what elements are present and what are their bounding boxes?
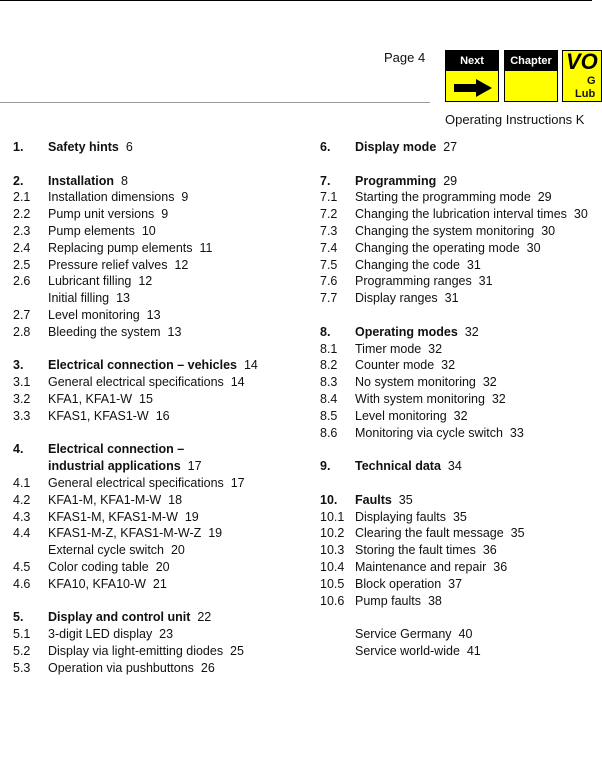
toc-entry-title: KFAS1, KFAS1-W — [48, 408, 149, 423]
toc-entry-text — [48, 408, 170, 425]
toc-entry-page: 35 — [452, 509, 467, 524]
toc-entry-page: 40 — [458, 627, 473, 642]
toc-entry-text — [355, 525, 525, 542]
logo-text-top: VO — [566, 49, 598, 74]
toc-entry-text — [48, 660, 215, 677]
toc-entry-title: Electrical connection – vehicles — [48, 358, 237, 373]
toc-entry-number: 2.8 — [13, 324, 31, 339]
toc-entry-page: 15 — [139, 391, 153, 406]
toc-entry-page: 8 — [120, 173, 128, 188]
toc-entry-number: 8.5 — [320, 408, 338, 423]
toc-entry-number: 3.2 — [13, 391, 31, 406]
toc-entry-page: 17 — [230, 475, 245, 490]
toc-entry-title: Clearing the fault message — [355, 526, 504, 541]
toc-entry-number: 8. — [320, 324, 331, 339]
toc-entry-page: 18 — [168, 492, 183, 507]
toc-entry-title: Display via light-emitting diodes — [48, 643, 224, 658]
toc-entry-text — [48, 441, 191, 458]
toc-entry-page: 12 — [138, 274, 153, 289]
toc-entry-number: 9. — [320, 459, 331, 474]
toc-entry-number: 2.4 — [13, 240, 31, 255]
toc-entry-title: KFAS1-M-Z, KFAS1-M-W-Z — [48, 526, 202, 541]
toc-entry-page: 14 — [243, 358, 258, 373]
toc-entry-number: 8.6 — [320, 425, 338, 440]
toc-entry-number: 8.4 — [320, 391, 338, 406]
toc-entry-title: Counter mode — [355, 358, 435, 373]
toc-entry-page: 32 — [491, 391, 506, 406]
toc-entry-page: 6 — [125, 140, 133, 154]
toc-entry-number: 8.2 — [320, 358, 338, 373]
document-subtitle: Operating Instructions K — [445, 112, 585, 127]
toc-entry-text — [355, 374, 497, 391]
toc-entry-text — [355, 509, 467, 526]
toc-entry-page: 27 — [443, 140, 458, 154]
toc-entry-text — [48, 273, 152, 290]
toc-entry-page: 11 — [199, 240, 213, 255]
toc-entry-number: 7.7 — [320, 291, 338, 306]
toc-entry-title: KFA1, KFA1-W — [48, 391, 133, 406]
next-button[interactable] — [445, 50, 499, 102]
toc-entry-page: 36 — [493, 559, 508, 574]
toc-entry-number: 4. — [13, 442, 24, 457]
toc-entry-text — [355, 206, 588, 223]
toc-entry-title: KFA1-M, KFA1-M-W — [48, 492, 162, 507]
toc-entry-title: Display ranges — [355, 291, 438, 306]
toc-entry-page: 22 — [197, 610, 212, 625]
toc-entry-number: 1. — [13, 140, 24, 154]
toc-entry-number: 10.1 — [320, 509, 345, 524]
toc-entry-text — [355, 425, 524, 442]
logo-text-line2: Lub — [575, 88, 596, 100]
toc-entry-title: Operation via pushbuttons — [48, 660, 194, 675]
top-border — [0, 0, 592, 1]
toc-entry-text — [48, 542, 185, 559]
toc-entry-number: 10.3 — [320, 543, 345, 558]
toc-entry-page: 13 — [146, 307, 161, 322]
toc-entry-number: 2.7 — [13, 307, 31, 322]
toc-entry-title: Service Germany — [355, 627, 452, 642]
toc-entry-text — [48, 240, 212, 257]
toc-entry-number: 7. — [320, 173, 331, 188]
toc-entry-page: 34 — [447, 459, 462, 474]
toc-entry-page: 9 — [161, 207, 169, 222]
toc-entry-page: 29 — [537, 190, 552, 205]
toc-entry-title: Display and control unit — [48, 610, 191, 625]
toc-entry-page: 26 — [200, 660, 215, 675]
toc-entry-title: Color coding table — [48, 559, 149, 574]
toc-entry-title: Level monitoring — [355, 408, 447, 423]
toc-entry-page: 41 — [466, 643, 481, 658]
toc-entry-text — [355, 341, 442, 358]
toc-entry-page: 32 — [428, 341, 443, 356]
toc-entry-page: 20 — [155, 559, 170, 574]
toc-entry-text — [48, 626, 173, 643]
toc-entry-text — [355, 408, 468, 425]
toc-entry-title: Service world-wide — [355, 643, 460, 658]
toc-entry-title: Replacing pump elements — [48, 240, 193, 255]
toc-entry-number: 10.5 — [320, 576, 345, 591]
toc-entry-text — [355, 189, 552, 206]
toc-entry-page: 31 — [444, 291, 459, 306]
toc-entry-number: 10.4 — [320, 559, 345, 574]
toc-entry-title: Pump faults — [355, 593, 422, 608]
next-button-label: Next — [446, 51, 498, 71]
toc-entry-title: Operating modes — [355, 324, 458, 339]
toc-entry-number: 5. — [13, 610, 24, 625]
header-rule — [0, 102, 430, 103]
toc-entry-page: 30 — [526, 240, 541, 255]
toc-entry-number: 4.5 — [13, 559, 31, 574]
toc-entry-page: 13 — [167, 324, 182, 339]
toc-entry-title: Installation — [48, 173, 114, 188]
toc-entry-text — [355, 542, 497, 559]
toc-entry-title: Storing the fault times — [355, 543, 476, 558]
toc-entry-text — [48, 189, 188, 206]
toc-entry-text — [355, 559, 507, 576]
toc-entry-title: Starting the programming mode — [355, 190, 531, 205]
toc-entry-title: With system monitoring — [355, 391, 485, 406]
toc-entry-number: 2.1 — [13, 190, 31, 205]
toc-entry-text — [355, 357, 455, 374]
toc-entry-number: 4.6 — [13, 576, 31, 591]
toc-entry-title: KFAS1-M, KFAS1-M-W — [48, 509, 178, 524]
toc-entry-number: 7.6 — [320, 274, 338, 289]
toc-entry-page: 13 — [116, 291, 130, 306]
toc-entry-page: 38 — [427, 593, 442, 608]
toc-entry-text — [48, 559, 170, 576]
toc-entry-text — [355, 139, 457, 156]
toc-entry-text — [48, 391, 153, 408]
toc-entry-number: 7.4 — [320, 240, 338, 255]
toc-entry-number: 2.2 — [13, 207, 31, 222]
toc-entry-title: Installation dimensions — [48, 190, 175, 205]
toc-entry-page: 17 — [187, 459, 202, 474]
chapter-button-label: Chapter — [505, 51, 557, 71]
toc-entry-page: 30 — [541, 223, 556, 238]
toc-entry-page: 16 — [155, 408, 170, 423]
chapter-button[interactable] — [504, 50, 558, 102]
toc-entry-title: Monitoring via cycle switch — [355, 425, 503, 440]
toc-entry-text — [355, 593, 442, 610]
toc-entry-number: 2.6 — [13, 274, 31, 289]
toc-entry-page: 10 — [141, 223, 156, 238]
toc-entry-title: Electrical connection – — [48, 442, 185, 457]
toc-entry-text — [48, 324, 181, 341]
arrow-right-icon — [454, 79, 492, 97]
toc-entry-title: industrial applications — [48, 459, 181, 474]
toc-entry-page: 32 — [441, 358, 456, 373]
toc-entry-text — [355, 173, 457, 190]
toc-entry-page: 21 — [152, 576, 167, 591]
toc-entry-title: Timer mode — [355, 341, 422, 356]
toc-entry-number: 7.1 — [320, 190, 338, 205]
toc-entry-text — [48, 374, 245, 391]
toc-entry-title: General electrical specifications — [48, 475, 224, 490]
toc-entry-title: Changing the operating mode — [355, 240, 520, 255]
toc-entry-text — [355, 257, 481, 274]
toc-entry-text — [48, 509, 199, 526]
toc-entry-title: Display mode — [355, 140, 437, 154]
toc-entry-number: 5.3 — [13, 660, 31, 675]
toc-entry-text — [48, 643, 244, 660]
toc-entry-number: 7.2 — [320, 207, 338, 222]
toc-entry-title: Initial filling — [48, 291, 110, 306]
toc-entry-number: 6. — [320, 140, 331, 154]
toc-entry-page: 23 — [159, 627, 174, 642]
toc-entry-page: 12 — [174, 257, 189, 272]
toc-entry-number: 4.1 — [13, 475, 31, 490]
toc-entry-number: 5.1 — [13, 627, 31, 642]
toc-entry-page: 29 — [443, 173, 458, 188]
toc-entry-title: Technical data — [355, 459, 441, 474]
toc-entry-title: General electrical specifications — [48, 375, 224, 390]
toc-entry-text — [48, 173, 128, 190]
toc-entry-title: Pump elements — [48, 223, 135, 238]
toc-entry-title: Block operation — [355, 576, 442, 591]
toc-entry-page: 20 — [170, 543, 185, 558]
toc-entry-page: 31 — [478, 274, 493, 289]
toc-entry-title: Bleeding the system — [48, 324, 161, 339]
toc-entry-title: Pump unit versions — [48, 207, 155, 222]
toc-entry-number: 8.1 — [320, 341, 338, 356]
toc-entry-title: Faults — [355, 492, 392, 507]
toc-entry-title: Lubricant filling — [48, 274, 132, 289]
toc-entry-number: 3.3 — [13, 408, 31, 423]
toc-entry-page: 32 — [464, 324, 479, 339]
toc-entry-text — [48, 492, 182, 509]
toc-entry-number: 4.2 — [13, 492, 31, 507]
toc-entry-title: 3-digit LED display — [48, 627, 153, 642]
toc-entry-page: 37 — [448, 576, 463, 591]
toc-entry-title: Changing the code — [355, 257, 460, 272]
toc-entry-text — [48, 223, 156, 240]
toc-entry-text — [48, 525, 222, 542]
toc-entry-number: 4.3 — [13, 509, 31, 524]
toc-entry-title: External cycle switch — [48, 543, 165, 558]
toc-entry-text — [355, 626, 472, 643]
toc-entry-title: Programming — [355, 173, 437, 188]
toc-entry-number: 7.3 — [320, 223, 338, 238]
toc-entry-number: 3. — [13, 358, 24, 373]
toc-entry-text — [355, 492, 413, 509]
logo-text-line1: G — [587, 75, 596, 87]
toc-entry-number: 4.4 — [13, 526, 31, 541]
toc-entry-title: Pressure relief valves — [48, 257, 168, 272]
toc-entry-page: 32 — [482, 375, 497, 390]
toc-entry-text — [355, 324, 479, 341]
toc-entry-page: 35 — [398, 492, 413, 507]
toc-entry-number: 2. — [13, 173, 24, 188]
toc-entry-text — [48, 475, 245, 492]
toc-entry-text — [355, 223, 555, 240]
toc-entry-number: 7.5 — [320, 257, 338, 272]
toc-entry-number: 10.6 — [320, 593, 345, 608]
toc-entry-title: Programming ranges — [355, 274, 472, 289]
page-number: Page 4 — [384, 50, 426, 65]
toc-entry-title: Changing the system monitoring — [355, 223, 535, 238]
toc-entry-text — [355, 240, 541, 257]
toc-entry-text — [48, 357, 258, 374]
toc-entry-page: 19 — [208, 526, 223, 541]
toc-entry-title: No system monitoring — [355, 375, 476, 390]
toc-entry-page: 14 — [230, 375, 245, 390]
toc-entry-number: 10. — [320, 492, 338, 507]
logo-button[interactable] — [562, 50, 602, 102]
toc-entry-text — [48, 576, 167, 593]
toc-entry-number: 2.5 — [13, 257, 31, 272]
toc-entry-page: 30 — [573, 207, 588, 222]
toc-entry-title: Changing the lubrication interval times — [355, 207, 567, 222]
toc-entry-number: 5.2 — [13, 643, 31, 658]
toc-entry-number: 10.2 — [320, 526, 345, 541]
toc-entry-title: Displaying faults — [355, 509, 447, 524]
toc-entry-text — [355, 290, 459, 307]
toc-entry-text — [48, 458, 202, 475]
toc-entry-text — [48, 290, 130, 307]
toc-entry-text — [48, 206, 168, 223]
toc-entry-page: 31 — [466, 257, 481, 272]
toc-entry-text — [48, 307, 161, 324]
toc-entry-text — [355, 576, 462, 593]
toc-entry-text — [355, 273, 493, 290]
toc-entry-title: KFA10, KFA10-W — [48, 576, 146, 591]
toc-entry-page: 9 — [181, 190, 189, 205]
toc-entry-title: Maintenance and repair — [355, 559, 487, 574]
toc-entry-number: 8.3 — [320, 375, 338, 390]
toc-entry-title: Safety hints — [48, 140, 119, 154]
toc-entry-page: 33 — [509, 425, 524, 440]
toc-entry-number: 2.3 — [13, 223, 31, 238]
toc-entry-page: 32 — [453, 408, 468, 423]
toc-entry-page: 19 — [184, 509, 199, 524]
toc-entry-title: Level monitoring — [48, 307, 140, 322]
toc-entry-text — [355, 458, 462, 475]
toc-entry-text — [355, 643, 481, 660]
toc-entry-page: 35 — [510, 526, 525, 541]
toc-entry-text — [355, 391, 506, 408]
toc-entry-page: 36 — [482, 543, 497, 558]
toc-entry-page: 25 — [230, 643, 244, 658]
toc-entry-text — [48, 139, 133, 156]
toc-entry-text — [48, 257, 188, 274]
toc-entry-number: 3.1 — [13, 375, 31, 390]
toc-entry-text — [48, 609, 211, 626]
